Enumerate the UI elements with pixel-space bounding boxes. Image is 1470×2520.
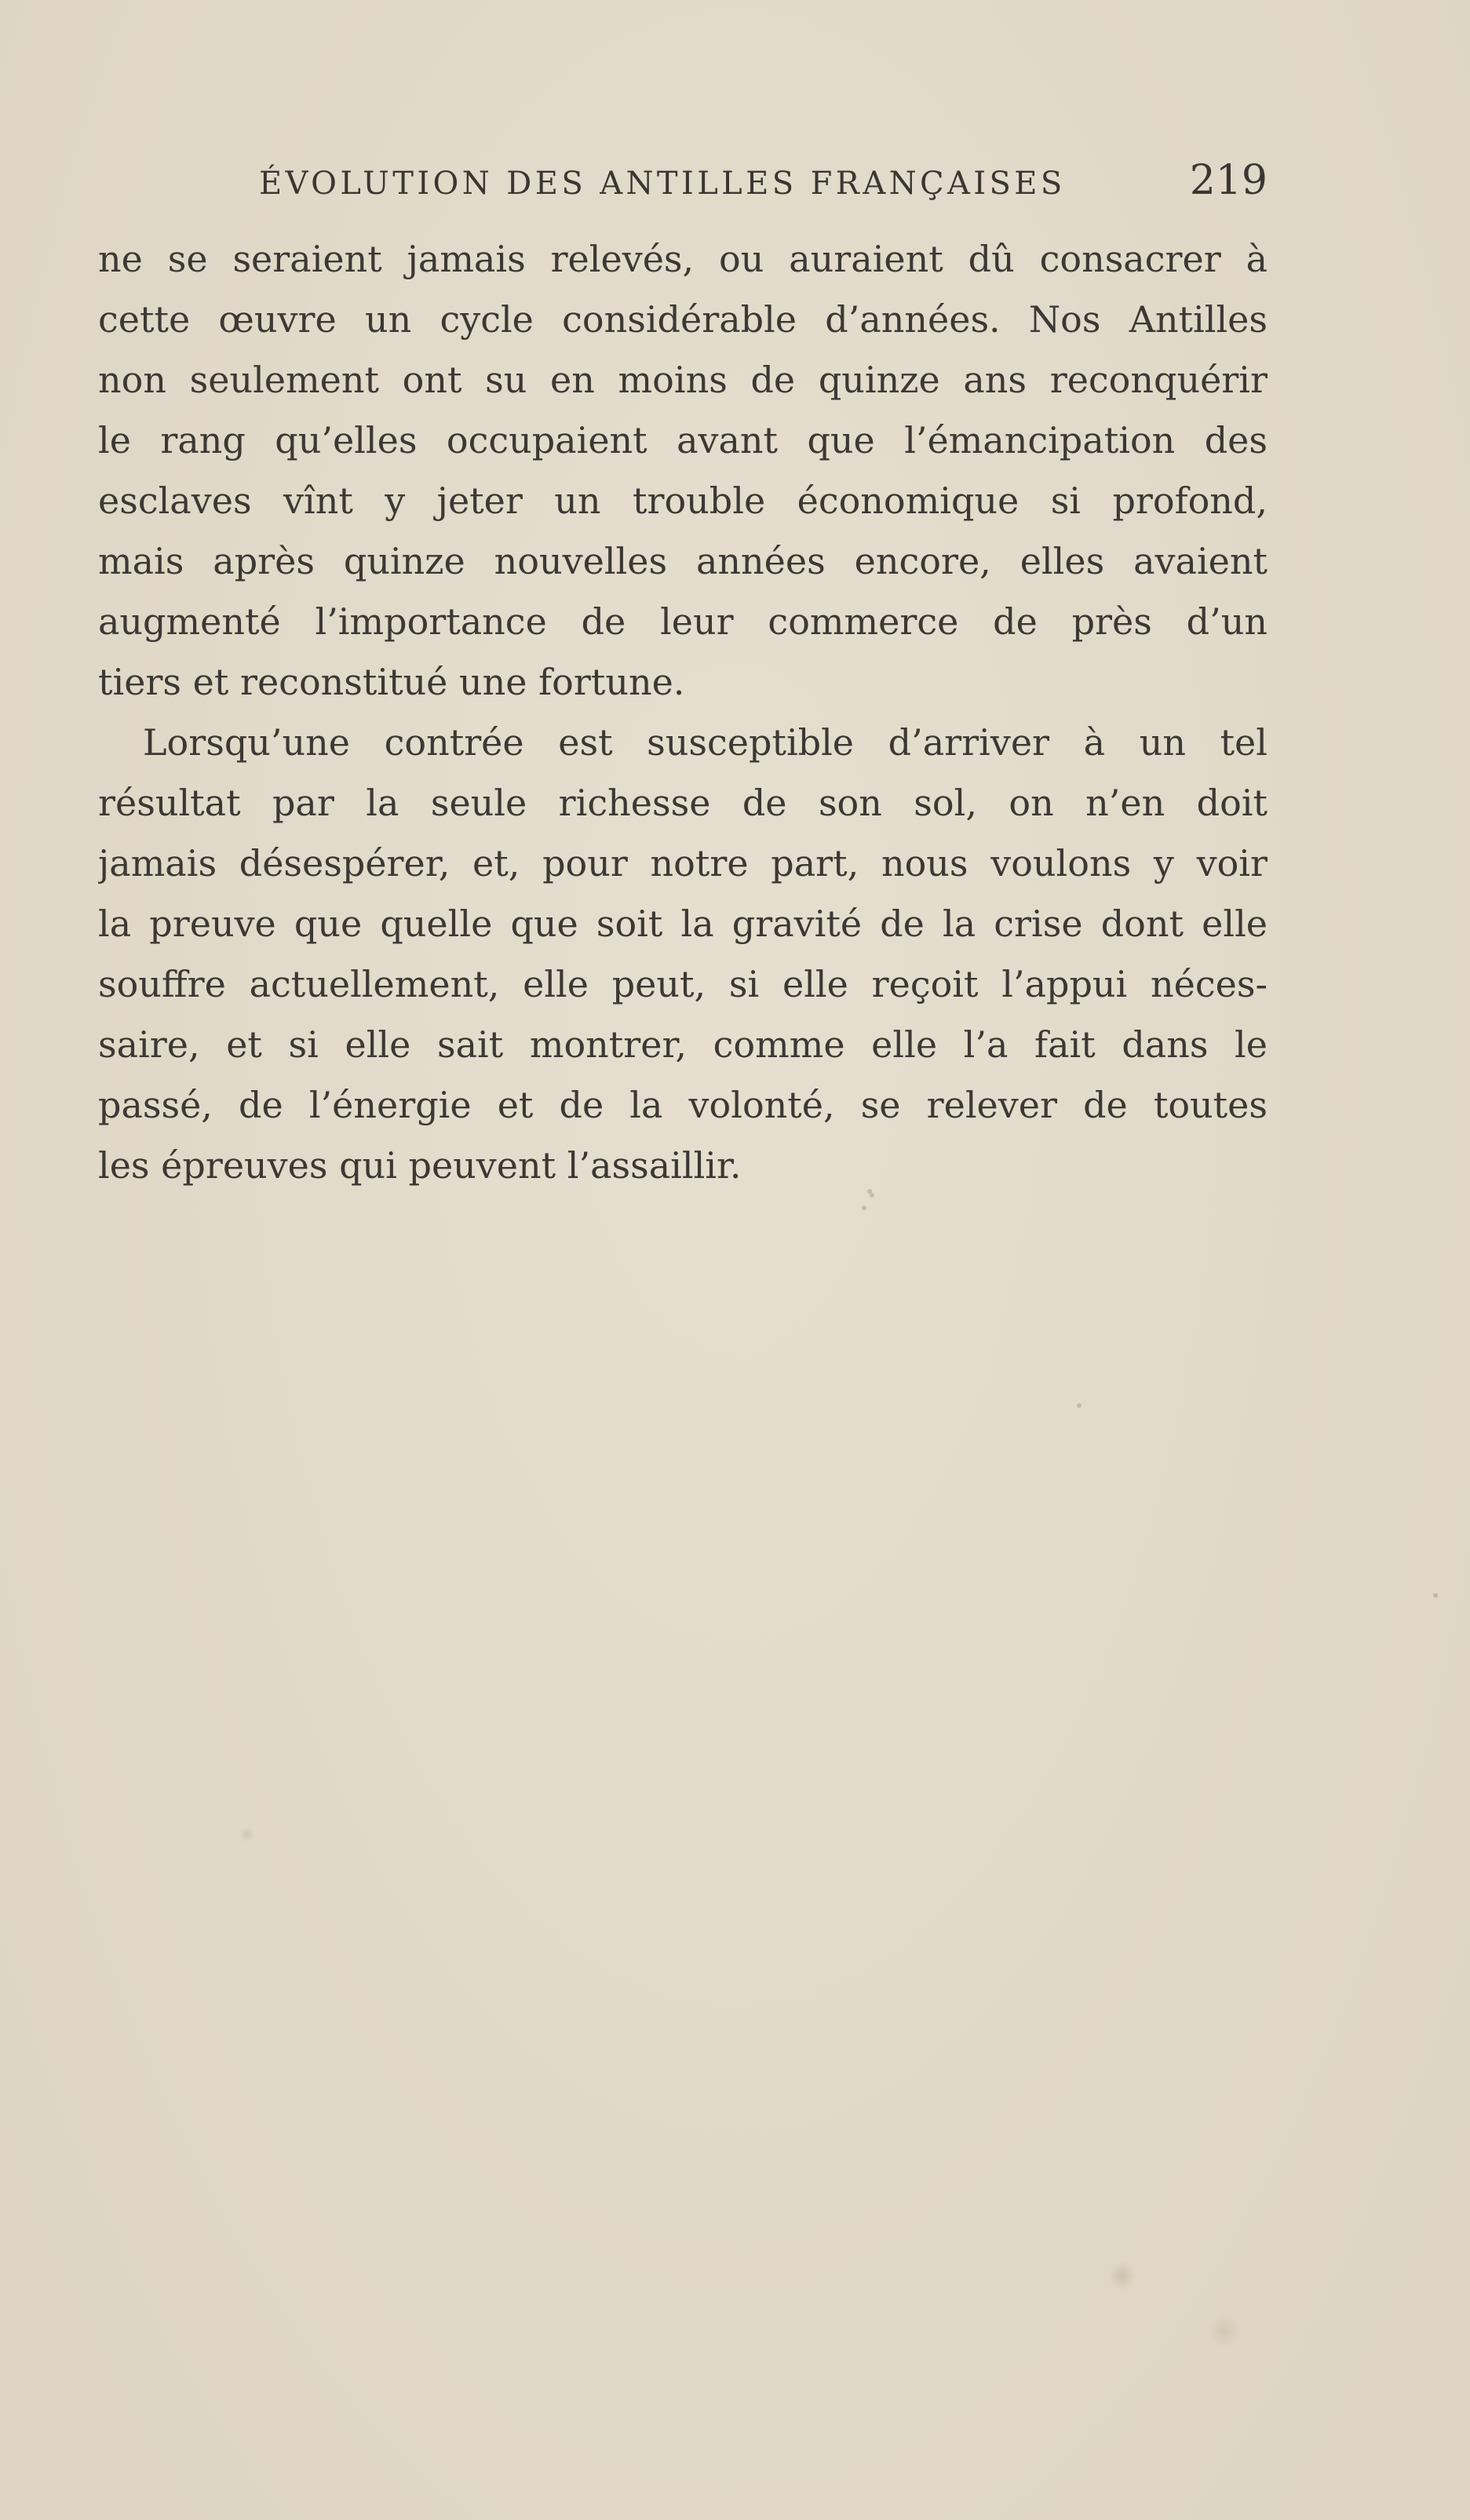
text-line: saire, et si elle sait montrer, comme elle l’a fait dans le — [98, 1023, 1268, 1066]
page-number: 219 — [1189, 157, 1268, 204]
text-line: souffre actuellement, elle peut, si elle reçoit l’appui néces- — [98, 963, 1268, 1005]
text-line: non seulement ont su en moins de quinze ans reconquérir — [98, 359, 1268, 401]
text-body — [98, 229, 1268, 1196]
text-line: passé, de l’énergie et de la volonté, se relever de toutes — [98, 1084, 1268, 1126]
paper-speck — [1433, 1593, 1438, 1598]
text-line: cette œuvre un cycle considérable d’années. Nos Antilles — [98, 298, 1268, 341]
text-line: tiers et reconstitué une fortune. — [98, 661, 685, 703]
paragraph — [98, 229, 1268, 713]
text-line: les épreuves qui peuvent l’assaillir. — [98, 1144, 742, 1187]
text-line: le rang qu’elles occupaient avant que l’émancipation des — [98, 419, 1268, 461]
paragraph — [98, 713, 1268, 1196]
text-line: résultat par la seule richesse de son sol, on n’en doit — [98, 782, 1268, 824]
paper-speck — [870, 1193, 874, 1198]
text-line: esclaves vînt y jeter un trouble économique si profond, — [98, 480, 1268, 522]
paper-speck — [862, 1205, 866, 1210]
paper-speck — [1077, 1403, 1082, 1408]
text-line: jamais désespérer, et, pour notre part, nous voulons y voir — [98, 842, 1268, 884]
text-line: Lorsqu’une contrée est susceptible d’arriver à un tel — [143, 721, 1268, 764]
text-line: ne se seraient jamais relevés, ou auraient dû consacrer à — [98, 238, 1268, 280]
paper-speck — [867, 1189, 872, 1194]
running-head — [98, 157, 1268, 212]
text-line: la preuve que quelle que soit la gravité de la crise dont elle — [98, 903, 1268, 945]
text-line: mais après quinze nouvelles années encore, elles avaient — [98, 540, 1268, 582]
text-line: augmenté l’importance de leur commerce de près d’un — [98, 600, 1268, 643]
running-title: ÉVOLUTION DES ANTILLES FRANÇAISES — [259, 166, 1066, 202]
